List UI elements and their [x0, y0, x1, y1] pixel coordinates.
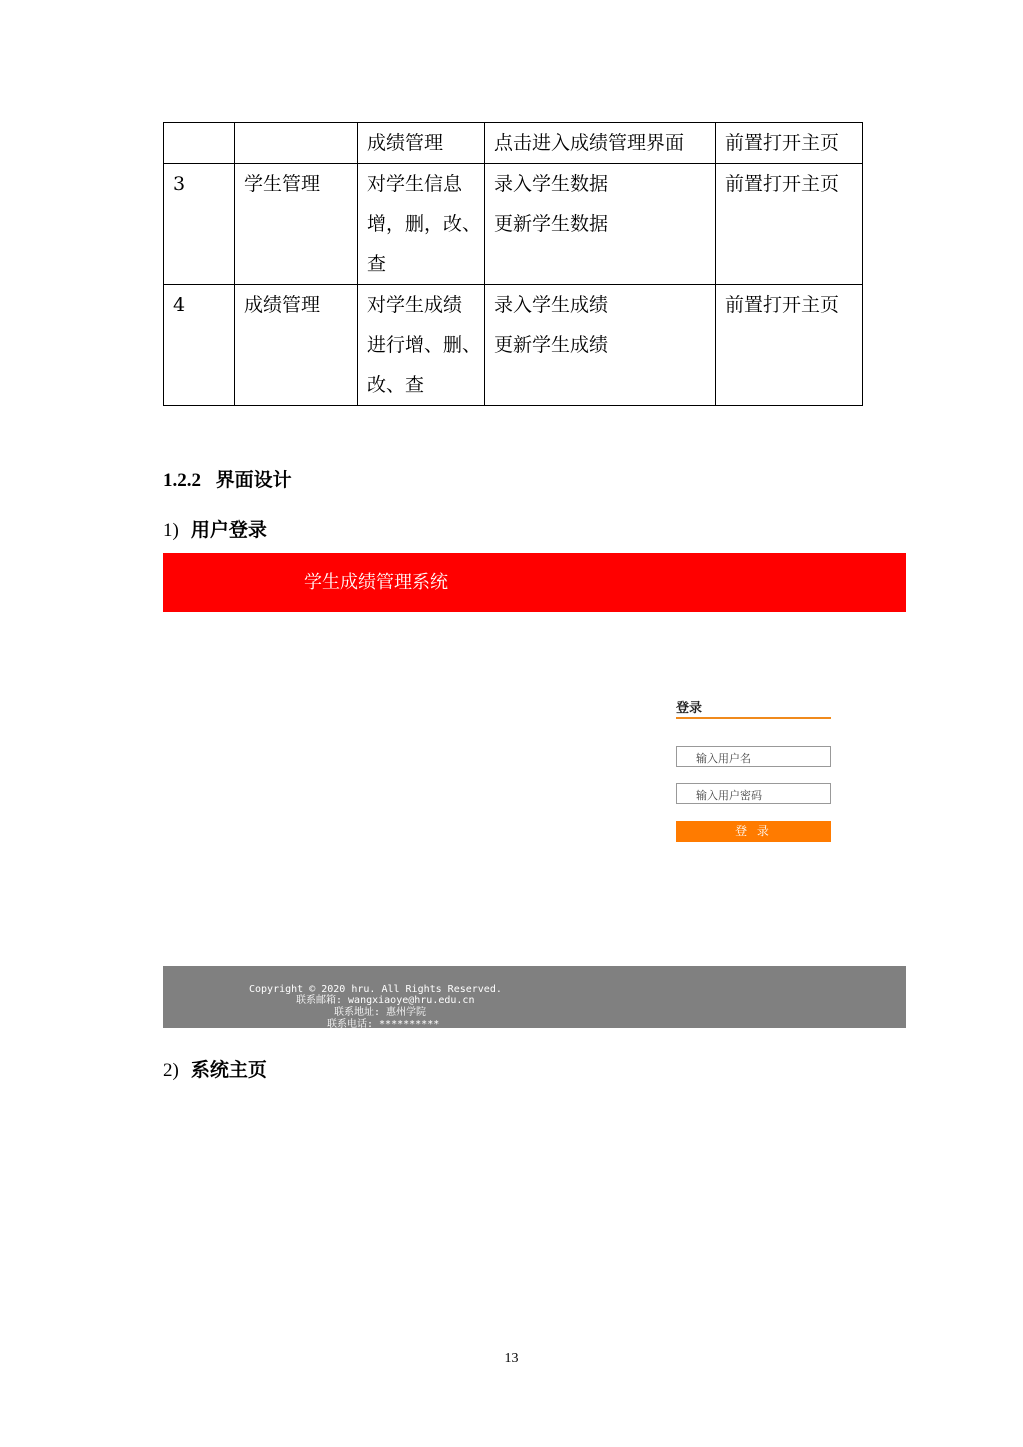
app-footer	[163, 966, 906, 1028]
row-number-cell: 4	[164, 285, 235, 406]
caption-title: 用户登录	[190, 519, 267, 541]
table-row	[164, 285, 863, 406]
footer-copyright: Copyright © 2020 hru. All Rights Reserved.	[249, 984, 502, 995]
footer-phone: 联系电话: **********	[327, 1019, 440, 1028]
description-line: 成绩管理	[367, 132, 444, 154]
home-caption	[163, 1055, 267, 1082]
section-heading	[163, 465, 292, 492]
caption-number: 1)	[163, 520, 179, 541]
section-title: 界面设计	[215, 469, 292, 491]
precondition-cell: 前置打开主页	[716, 123, 863, 164]
description-line: 进行增、删、	[367, 334, 482, 356]
function-line: 更新学生数据	[494, 213, 609, 235]
section-number: 1.2.2	[163, 470, 201, 491]
login-form	[676, 697, 833, 838]
precondition-cell: 前置打开主页	[716, 285, 863, 406]
caption-number: 2)	[163, 1060, 179, 1081]
page-number: 13	[504, 1351, 519, 1366]
login-caption	[163, 515, 267, 542]
username-input[interactable]: 输入用户名	[676, 746, 831, 767]
app-banner	[163, 553, 906, 612]
description-line: 对学生成绩	[367, 294, 463, 316]
module-cell: 成绩管理	[235, 285, 358, 406]
function-cell	[485, 164, 716, 285]
function-line: 更新学生成绩	[494, 334, 609, 356]
function-line: 录入学生成绩	[494, 294, 609, 316]
description-line: 改、查	[367, 374, 425, 396]
description-cell	[358, 285, 485, 406]
module-cell	[235, 123, 358, 164]
function-cell	[485, 123, 716, 164]
description-line: 对学生信息	[367, 173, 463, 195]
function-line: 录入学生数据	[494, 173, 609, 195]
login-button[interactable]: 登 录	[676, 821, 831, 842]
footer-email: 联系邮箱: wangxiaoye@hru.edu.cn	[296, 995, 475, 1006]
footer-address: 联系地址: 惠州学院	[334, 1007, 427, 1018]
password-input[interactable]: 输入用户密码	[676, 783, 831, 804]
table-row	[164, 123, 863, 164]
app-title: 学生成绩管理系统	[304, 572, 448, 593]
row-number-cell: 3	[164, 164, 235, 285]
function-cell	[485, 285, 716, 406]
feature-table	[163, 122, 863, 406]
row-number-cell	[164, 123, 235, 164]
table-row	[164, 164, 863, 285]
login-heading: 登录	[676, 697, 831, 719]
description-cell	[358, 123, 485, 164]
description-line: 增，删，改、	[367, 213, 482, 235]
precondition-cell: 前置打开主页	[716, 164, 863, 285]
description-line: 查	[367, 253, 387, 275]
caption-title: 系统主页	[190, 1059, 267, 1081]
module-cell: 学生管理	[235, 164, 358, 285]
function-line: 点击进入成绩管理界面	[494, 132, 685, 154]
description-cell	[358, 164, 485, 285]
